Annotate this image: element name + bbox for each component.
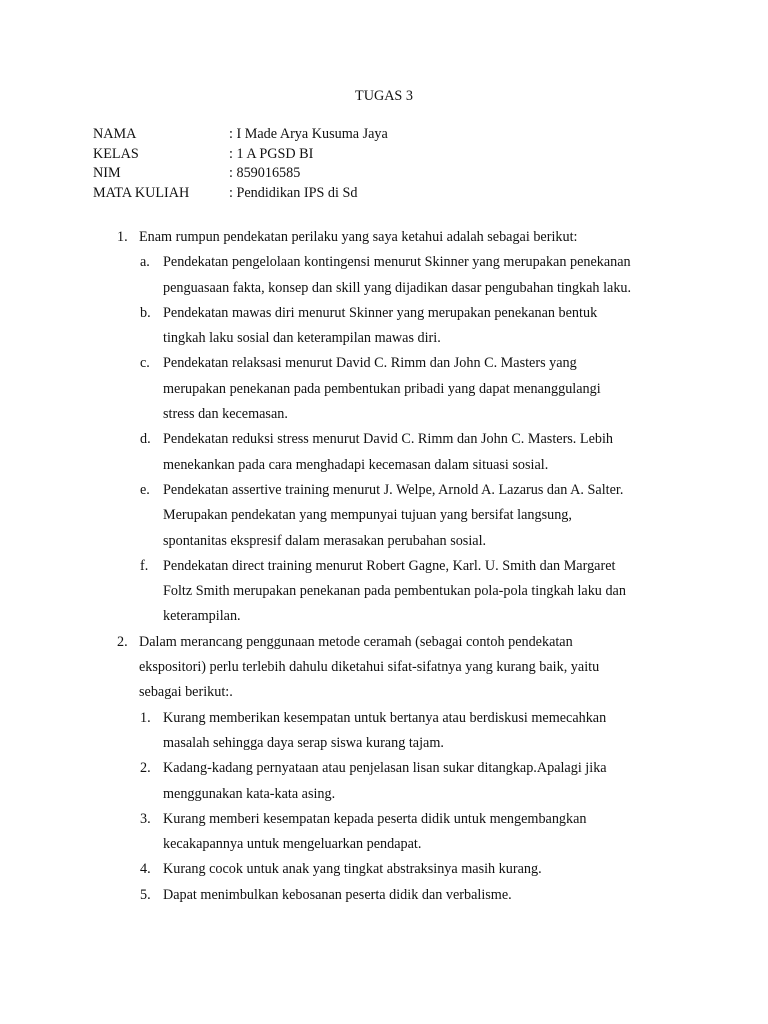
list-item: [0, 427, 768, 478]
list-marker: f.: [140, 557, 149, 574]
list-item: [0, 351, 768, 427]
list-item-line: Pendekatan mawas diri menurut Skinner yang merupakan penekanan bentuk: [163, 304, 598, 321]
list-item-line: Kurang memberi kesempatan kepada peserta didik untuk mengembangkan: [163, 810, 587, 827]
document-title: TUGAS 3: [355, 88, 413, 104]
list-marker: 5.: [140, 886, 151, 903]
list-item-line: Merupakan pendekatan yang mempunyai tujuan yang bersifat langsung,: [163, 507, 572, 524]
info-value: : I Made Arya Kusuma Jaya: [229, 126, 388, 142]
list-item: [0, 250, 768, 301]
list-item-line: tingkah laku sosial dan keterampilan mawas diri.: [163, 330, 441, 347]
list-marker: e.: [140, 481, 150, 498]
list-marker: 3.: [140, 810, 151, 827]
list-item-line: Pendekatan reduksi stress menurut David C. Rimm dan John C. Masters. Lebih: [163, 431, 613, 448]
info-row-kelas: [93, 145, 388, 165]
list-item-line: menggunakan kata-kata asing.: [163, 785, 336, 802]
list-item-line: Pendekatan direct training menurut Robert Gagne, Karl. U. Smith dan Margaret: [163, 557, 616, 574]
list-item-line: Pendekatan assertive training menurut J. Welpe, Arnold A. Lazarus dan A. Salter.: [163, 481, 624, 498]
list-item-line: spontanitas ekspresif dalam merasakan perubahan sosial.: [163, 532, 487, 549]
list-item: [0, 883, 768, 908]
list-item: [0, 706, 768, 757]
list-marker: 2.: [140, 760, 151, 777]
question-text: Enam rumpun pendekatan perilaku yang saya ketahui adalah sebagai berikut:: [139, 229, 578, 245]
info-label: NIM: [93, 165, 121, 181]
info-row-nim: [93, 164, 388, 184]
list-item-line: Dapat menimbulkan kebosanan peserta didik dan verbalisme.: [163, 886, 512, 903]
answer-list: [0, 225, 768, 908]
list-item: [0, 478, 768, 554]
info-row-mata-kuliah: [93, 184, 388, 204]
list-marker: a.: [140, 254, 150, 271]
question-text-line: Dalam merancang penggunaan metode ceramah (sebagai contoh pendekatan: [139, 633, 573, 650]
list-item-line: stress dan kecemasan.: [163, 406, 288, 423]
list-item-line: kecakapannya untuk mengeluarkan pendapat.: [163, 836, 422, 853]
list-item-line: Pendekatan pengelolaan kontingensi menurut Skinner yang merupakan penekanan: [163, 254, 631, 271]
question-number: 1.: [117, 229, 128, 245]
info-value: : 859016585: [229, 165, 301, 181]
student-info: [93, 125, 388, 203]
question-text-line: ekspositori) perlu terlebih dahulu diketahui sifat-sifatnya yang kurang baik, yaitu: [139, 659, 600, 676]
list-item: [0, 756, 768, 807]
list-item: [0, 301, 768, 352]
question-1: [0, 225, 768, 250]
list-item-line: merupakan penekanan pada pembentukan pribadi yang dapat menanggulangi: [163, 380, 601, 397]
list-item-line: keterampilan.: [163, 608, 241, 625]
list-item-line: penguasaan fakta, konsep dan skill yang dijadikan dasar pengubahan tingkah laku.: [163, 279, 632, 296]
list-item-line: Foltz Smith merupakan penekanan pada pembentukan pola-pola tingkah laku dan: [163, 583, 626, 600]
list-item-line: masalah sehingga daya serap siswa kurang tajam.: [163, 734, 444, 751]
info-row-nama: [93, 125, 388, 145]
list-item-line: menekankan pada cara menghadapi kecemasan dalam situasi sosial.: [163, 456, 549, 473]
info-label: NAMA: [93, 126, 137, 142]
list-item: [0, 807, 768, 858]
list-item-line: Kurang cocok untuk anak yang tingkat abstraksinya masih kurang.: [163, 861, 542, 878]
info-value: : 1 A PGSD BI: [229, 145, 314, 162]
list-item-line: Kurang memberikan kesempatan untuk bertanya atau berdiskusi memecahkan: [163, 709, 607, 726]
list-marker: 4.: [140, 861, 151, 878]
list-item: [0, 554, 768, 630]
list-marker: c.: [140, 355, 150, 372]
info-value: : Pendidikan IPS di Sd: [229, 184, 358, 201]
list-item: [0, 857, 768, 882]
list-marker: 1.: [140, 709, 151, 726]
question-number: 2.: [117, 633, 128, 650]
info-label: KELAS: [93, 145, 139, 162]
info-label: MATA KULIAH: [93, 184, 190, 201]
list-marker: d.: [140, 431, 151, 448]
list-item-line: Pendekatan relaksasi menurut David C. Rimm dan John C. Masters yang: [163, 355, 577, 372]
question-text-line: sebagai berikut:.: [139, 684, 233, 701]
list-item-line: Kadang-kadang pernyataan atau penjelasan lisan sukar ditangkap.Apalagi jika: [163, 760, 607, 777]
list-marker: b.: [140, 304, 151, 321]
question-2: [0, 630, 768, 706]
